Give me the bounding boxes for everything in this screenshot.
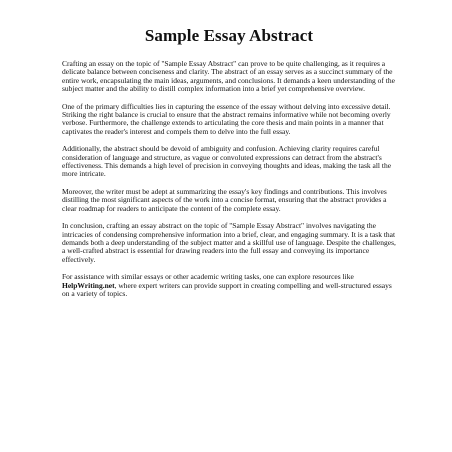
paragraph-4: Moreover, the writer must be adept at summarizing the essay's key findings and contributions. This involves distilling the most significant aspects of the work into a concise format, ensuring that the abstract provides a clear roadmap for readers to anticipate the content of the complete essay. xyxy=(62,186,387,213)
paragraph-6-tail: , where expert writers can provide support in creating compelling and well-structured essays on a variety of topics. xyxy=(62,280,392,298)
document-page xyxy=(62,26,396,307)
paragraph-6 xyxy=(62,273,396,298)
paragraph-2: One of the primary difficulties lies in capturing the essence of the essay without delving into excessive detail. Striking the right balance is crucial to ensure that the abstract remains informative while not becoming overly verbose. Furthermore, the challenge extends to articulating the core thesis and main points in a manner that captivates the reader's interest and compels them to delve into the full essay. xyxy=(62,101,391,136)
paragraph-6-lead: For assistance with similar essays or other academic writing tasks, one can explore resources like xyxy=(62,272,354,282)
document-title: Sample Essay Abstract xyxy=(144,26,314,45)
paragraph-5: In conclusion, crafting an essay abstract on the topic of "Sample Essay Abstract" involves navigating the intricacies of condensing comprehensive information into a brief, clear, and engaging summary. It is a task that demands both a deep understanding of the subject matter and a skillful use of language. Despite the challenges, a well-crafted abstract is essential for drawing readers into the full essay and conveying its importance effectively. xyxy=(62,221,396,264)
paragraph-3: Additionally, the abstract should be devoid of ambiguity and confusion. Achieving clarity requires careful consideration of language and structure, as vague or convoluted expressions can detract from the abstract's effectiveness. This demands a high level of precision in conveying thoughts and ideas, making the task all the more intricate. xyxy=(62,144,392,179)
helpwriting-link: HelpWriting.net xyxy=(62,280,115,290)
paragraph-1: Crafting an essay on the topic of "Sample Essay Abstract" can prove to be quite challenging, as it requires a delicate balance between conciseness and clarity. The abstract of an essay serves as a succinct summary of the entire work, encapsulating the main ideas, arguments, and conclusions. It demands a keen understanding of the subject matter and the ability to distill complex information into a brief yet comprehensive overview. xyxy=(62,59,395,94)
